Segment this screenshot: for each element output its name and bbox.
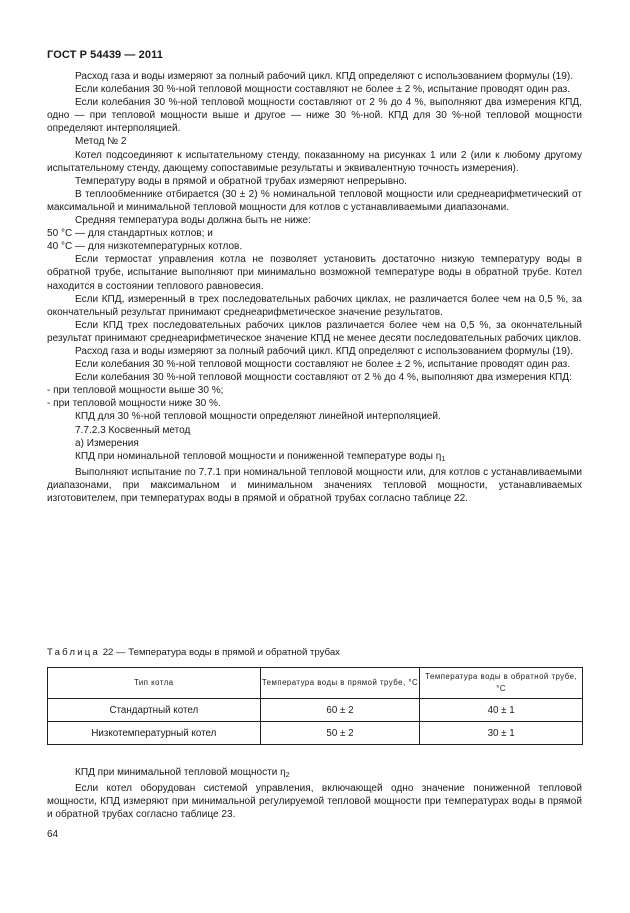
paragraph: Если колебания 30 %-ной тепловой мощности составляют не более ± 2 %, испытание проводят один раз.: [75, 359, 571, 371]
page-number: 64: [47, 829, 59, 840]
section-heading: 7.7.2.3 Косвенный метод: [75, 424, 191, 436]
table-cell: 30 ± 1: [420, 722, 583, 745]
table-cell: Низкотемпературный котел: [48, 722, 261, 745]
table-cell: 60 ± 2: [260, 699, 420, 722]
table-cell: Стандартный котел: [48, 699, 261, 722]
paragraph: Температуру воды в прямой и обратной трубах измеряют непрерывно.: [75, 175, 407, 187]
temperature-table: [47, 667, 583, 745]
table-row: [48, 699, 583, 722]
paragraph: Средняя температура воды должна быть не ниже:: [75, 215, 311, 227]
paragraph: Если КПД трех последовательных рабочих циклов различается более чем на 0,5 %, за окончательный результат принимают среднеарифметическое значение КПД не менее десяти последовательных рабочих циклов.: [47, 319, 582, 344]
table-cell: 50 ± 2: [260, 722, 420, 745]
eta1-line: КПД при номинальной тепловой мощности и пониженной температуре воды $\eta_1$: [75, 450, 446, 463]
table-header-cell: Тип котла: [48, 668, 261, 699]
paragraph: Выполняют испытание по 7.7.1 при номинальной тепловой мощности или, для котлов с устанавливаемыми диапазонами, при максимальном и минимальном значениях тепловой мощности, устанавливаемых изготовителем, при температурах воды в прямой и обратной трубах согласно таблице 22.: [47, 466, 582, 504]
list-item: 50 °С — для стандартных котлов; и: [47, 228, 213, 240]
tail-text: [47, 766, 582, 821]
document-header: ГОСТ Р 54439 — 2011: [47, 49, 163, 61]
paragraph: В теплообменнике отбирается (30 ± 2) % номинальной тепловой мощности или среднеарифметический от максимальной и минимальной тепловой мощности для котлов с устанавливаемыми диапазонами.: [47, 188, 582, 213]
body-text: [47, 70, 582, 505]
table-header-row: [48, 668, 583, 699]
list-item: - при тепловой мощности выше 30 %;: [47, 385, 224, 397]
list-item: 40 °С — для низкотемпературных котлов.: [47, 241, 243, 253]
paragraph: Если колебания 30 %-ной тепловой мощности составляют от 2 % до 4 %, выполняют два измерения КПД, одно — при тепловой мощности выше и другое — ниже 30 %-ной. КПД для 30 %-ной тепловой мощности определяют интерполяцией.: [47, 97, 582, 135]
subsection-heading: а) Измерения: [75, 437, 139, 449]
paragraph: Если КПД, измеренный в трех последовательных рабочих циклах, не различается более чем на 0,5 %, за окончательный результат принимают среднеарифметическое значение результатов.: [47, 293, 582, 318]
method-heading: Метод № 2: [75, 136, 127, 148]
table-header-cell: Температура воды в обратной трубе, °С: [420, 668, 583, 699]
paragraph: Если термостат управления котла не позволяет установить достаточно низкую температуру воды в обратной трубе, испытание выполняют при минимально возможной температуре воды в обратной трубе. Котел находится в состоянии теплового равновесия.: [47, 254, 582, 292]
table-caption: Таблица 22 — Температура воды в прямой и обратной трубах: [47, 647, 340, 658]
paragraph: КПД для 30 %-ной тепловой мощности определяют линейной интерполяцией.: [75, 411, 441, 423]
table-cell: 40 ± 1: [420, 699, 583, 722]
paragraph: Если колебания 30 %-ной тепловой мощности составляют от 2 % до 4 %, выполняют два измерения КПД:: [75, 372, 572, 384]
list-item: - при тепловой мощности ниже 30 %.: [47, 398, 221, 410]
paragraph: Если котел оборудован системой управления, включающей одно значение пониженной тепловой мощности, КПД измеряют при минимальной регулируемой тепловой мощности при температурах воды в прямой и обратной трубах согласно таблице 23.: [47, 783, 582, 821]
table-row: [48, 722, 583, 745]
paragraph: Если колебания 30 %-ной тепловой мощности составляют не более ± 2 %, испытание проводят один раз.: [75, 84, 571, 96]
paragraph: Расход газа и воды измеряют за полный рабочий цикл. КПД определяют с использованием формулы (19).: [75, 345, 573, 357]
paragraph: Расход газа и воды измеряют за полный рабочий цикл. КПД определяют с использованием формулы (19).: [75, 71, 573, 82]
table-header-cell: Температура воды в прямой трубе, °С: [260, 668, 420, 699]
eta2-line: КПД при минимальной тепловой мощности $\eta_2$: [75, 767, 290, 779]
paragraph: Котел подсоединяют к испытательному стенду, показанному на рисунках 1 или 2 (или к любому другому испытательному стенду, дающему сопоставимые результаты и эквивалентную точность измерения).: [47, 149, 582, 174]
